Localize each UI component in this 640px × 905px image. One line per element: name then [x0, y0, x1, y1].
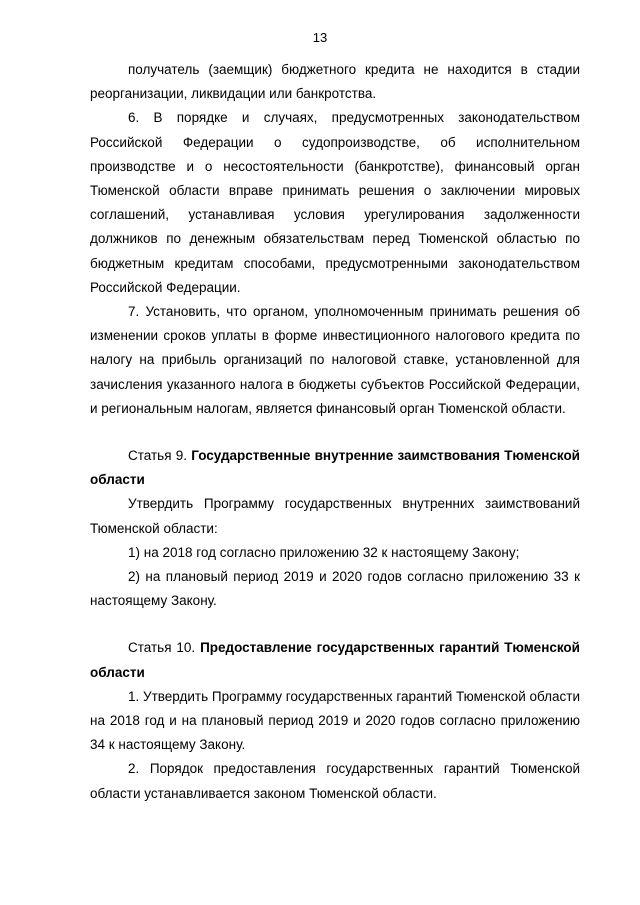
page-number: 13: [312, 30, 328, 45]
article-9-prefix: Статья 9.: [128, 448, 188, 464]
article-10-item-2: 2. Порядок предоставления государственных гарантий Тюменской области устанавливается законом Тюменской области.: [90, 761, 580, 801]
section-gap: [90, 613, 580, 636]
article-10-item-1: 1. Утвердить Программу государственных гарантий Тюменской области на 2018 год и на плановый период 2019 и 2020 годов согласно приложению 34 к настоящему Закону.: [90, 688, 581, 753]
article-9-title: Государственные внутренние заимствования Тюменской области: [90, 448, 580, 488]
paragraph-item-6: 6. В порядке и случаях, предусмотренных законодательством Российской Федерации о судопроизводстве, об исполнительном производстве и о несостоятельности (банкротстве), финансовый орган Тюменской области вправе принимать решения о заключении мировых соглашений, устанавливая условия урегулирования задолженности должников по денежным обязательствам перед Тюменской областью по бюджетным кредитам способами, предусмотренными законодательством Российской Федерации.: [90, 110, 580, 295]
article-10-title: Предоставление государственных гарантий Тюменской области: [90, 640, 580, 680]
document-body: [90, 58, 580, 806]
article-9-item-2: 2) на плановый период 2019 и 2020 годов согласно приложению 33 к настоящему Закону.: [90, 569, 580, 609]
article-10-heading: [90, 636, 580, 684]
article-9-paragraph: Утвердить Программу государственных внутренних заимствований Тюменской области:: [90, 496, 580, 536]
article-9-heading: [90, 444, 580, 492]
article-10-prefix: Статья 10.: [128, 640, 196, 656]
article-9-item-1: 1) на 2018 год согласно приложению 32 к настоящему Закону;: [128, 544, 520, 560]
paragraph-item-7: 7. Установить, что органом, уполномоченным принимать решения об изменении сроков уплаты в форме инвестиционного налогового кредита по налогу на прибыль организаций по налоговой ставке, установленной для зачисления указанного налога в бюджеты субъектов Российской Федерации, и региональным налогам, является финансовый орган Тюменской области.: [90, 304, 580, 416]
paragraph-bankruptcy-condition: получатель (заемщик) бюджетного кредита не находится в стадии реорганизации, ликвидации или банкротства.: [90, 62, 580, 102]
section-gap: [90, 421, 580, 444]
